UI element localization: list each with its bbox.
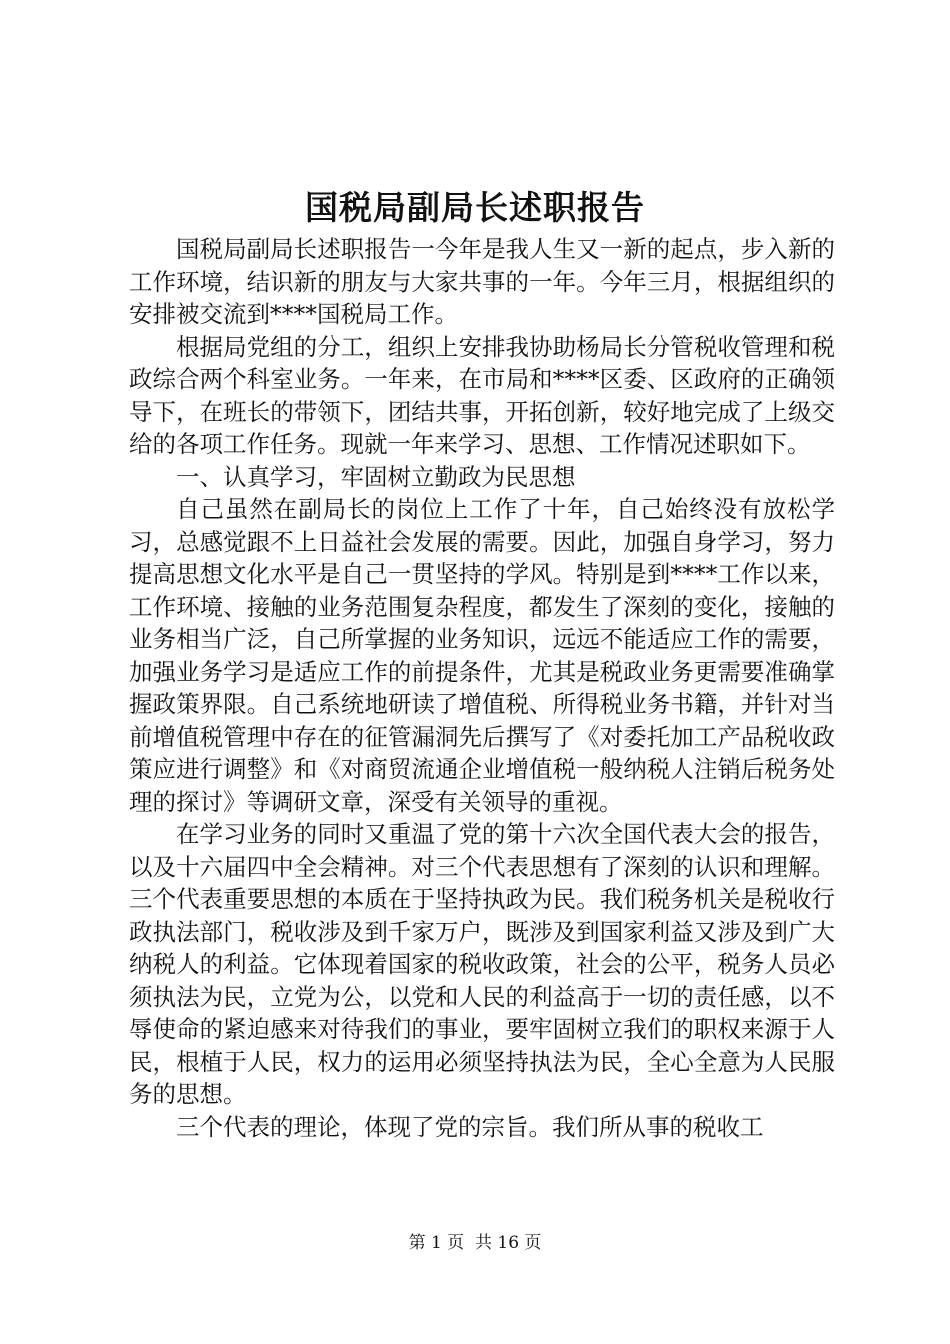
document-title: 国税局副局长述职报告 [305, 188, 645, 227]
document-body [129, 233, 835, 1143]
page-number-label: 第 1 页 共 16 页 [408, 1233, 542, 1253]
paragraph-three-represents: 三个代表的理论，体现了党的宗旨。我们所从事的税收工 [176, 1112, 764, 1141]
section-heading-study: 一、认真学习，牢固树立勤政为民思想 [176, 462, 576, 491]
page-footer [0, 1232, 950, 1254]
paragraph-division-of-work: 根据局党组的分工，组织上安排我协助杨局长分管税收管理和税政综合两个科室业务。一年来，在市局和****区委、区政府的正确领导下，在班长的带领下，团结共事，开拓创新，较好地完成了上级交给的各项工作任务。现就一年来学习、思想、工作情况述职如下。 [129, 332, 835, 458]
paragraph-study: 自己虽然在副局长的岗位上工作了十年，自己始终没有放松学习，总感觉跟不上日益社会发展的需要。因此，加强自身学习，努力提高思想文化水平是自己一贯坚持的学风。特别是到****工作以来，工作环境、接触的业务范围复杂程度，都发生了深刻的变化，接触的业务相当广泛，自己所掌握的业务知识，远远不能适应工作的需要，加强业务学习是适应工作的前提条件，尤其是税政业务更需要准确掌握政策界限。自己系统地研读了增值税、所得税业务书籍，并针对当前增值税管理中存在的征管漏洞先后撰写了《对委托加工产品税收政策应进行调整》和《对商贸流通企业增值税一般纳税人注销后税务处理的探讨》等调研文章，深受有关领导的重视。 [129, 495, 835, 816]
paragraph-party-study: 在学习业务的同时又重温了党的第十六次全国代表大会的报告，以及十六届四中全会精神。对三个代表思想有了深刻的认识和理解。三个代表重要思想的本质在于坚持执政为民。我们税务机关是税收行政执法部门，税收涉及到千家万户，既涉及到国家利益又涉及到广大纳税人的利益。它体现着国家的税收政策，社会的公平，税务人员必须执法为民，立党为公，以党和人民的利益高于一切的责任感，以不辱使命的紧迫感来对待我们的事业，要牢固树立我们的职权来源于人民，根植于人民，权力的运用必须坚持执法为民，全心全意为人民服务的思想。 [129, 820, 835, 1108]
paragraph-intro: 国税局副局长述职报告一今年是我人生又一新的起点，步入新的工作环境，结识新的朋友与大家共事的一年。今年三月，根据组织的安排被交流到****国税局工作。 [129, 235, 835, 328]
